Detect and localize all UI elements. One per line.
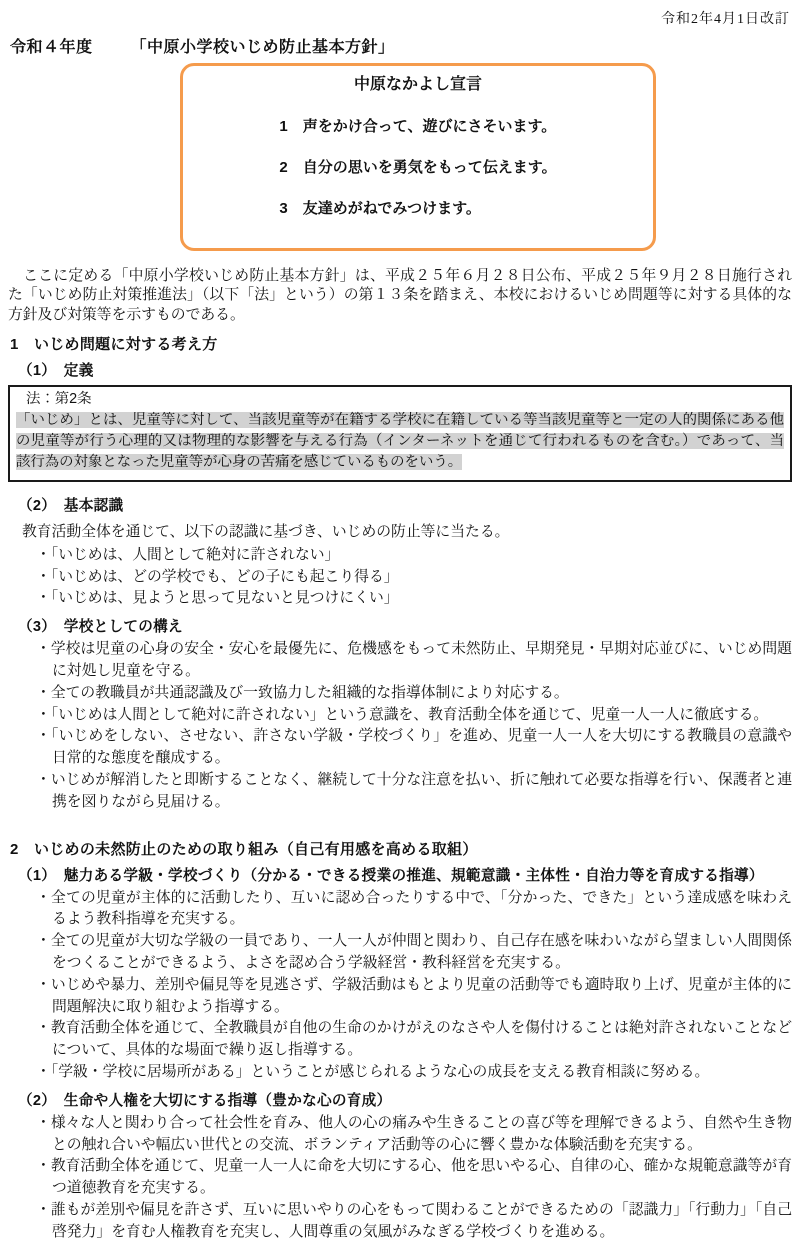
attractive-school-item: ・ 全ての児童が大切な学級の一員であり、一人一人が仲間と関わり、自己存在感を味わいながら望ましい人間関係をつくることができるよう、よさを認め合う学級経営・教科経営を充実する。 xyxy=(36,931,792,975)
stance-item: ・ 「いじめは人間として絶対に許されない」という意識を、教育活動全体を通じて、児童一人一人に徹底する。 xyxy=(36,705,792,727)
attractive-school-item: ・ いじめや暴力、差別や偏見等を見逃さず、学級活動はもとより児童の活動等でも適時取り上げ、児童が主体的に問題解決に取り組むよう指導する。 xyxy=(36,975,792,1019)
life-rights-item: ・ 教育活動全体を通じて、児童一人一人に命を大切にする心、他を思いやる心、自律の心、確かな規範意識等が育つ道徳教育を充実する。 xyxy=(36,1156,792,1200)
stance-item: ・ 全ての教職員が共通認識及び一致協力した組織的な指導体制により対応する。 xyxy=(36,683,792,705)
basic-recognition-heading: （2） 基本認識 xyxy=(18,497,124,514)
declaration-title: 中原なかよし宣言 xyxy=(353,76,482,93)
attractive-school-item: ・ 「学級・学校に居場所がある」ということが感じられるような心の成長を支える教育相談に努める。 xyxy=(36,1062,792,1084)
school-stance-list xyxy=(8,639,792,813)
attractive-school-item: ・ 教育活動全体を通じて、全教職員が自他の生命のかけがえのなさや人を傷付けることは絶対許されないことなどについて、具体的な場面で繰り返し指導する。 xyxy=(36,1018,792,1062)
section-1-heading: 1 いじめ問題に対する考え方 xyxy=(10,335,218,353)
fiscal-year: 令和４年度 xyxy=(10,39,93,56)
law-article-label: 法：第2条 xyxy=(26,390,92,407)
document-title: 「中原小学校いじめ防止基本方針」 xyxy=(130,39,395,56)
definition-heading: （1） 定義 xyxy=(18,362,94,379)
school-stance-heading: （3） 学校としての構え xyxy=(18,619,183,636)
life-rights-item: ・ 様々な人と関わり合って社会性を育み、他人の心の痛みや生きることの喜び等を理解できるよう、自然や生き物との触れ合いや幅広い世代との交流、ボランティア活動等の心に響く豊かな体験活動を充実する。 xyxy=(36,1113,792,1157)
attractive-school-heading: （1） 魅力ある学級・学校づくり（分かる・できる授業の推進、規範意識・主体性・自治力等を育成する指導） xyxy=(18,867,764,884)
recognition-list xyxy=(8,545,792,610)
basic-recognition-lead: 教育活動全体を通じて、以下の認識に基づき、いじめの防止等に当たる。 xyxy=(22,523,510,540)
life-rights-heading: （2） 生命や人権を大切にする指導（豊かな心の育成） xyxy=(18,1092,392,1109)
declaration-item: 3 友達めがねでみつけます。 xyxy=(279,199,481,217)
declaration-items xyxy=(279,96,556,240)
declaration-box xyxy=(180,63,656,251)
life-rights-list xyxy=(8,1113,792,1244)
highlighted-definition: 「いじめ」とは、児童等に対して、当該児童等が在籍する学校に在籍している等当該児童等と一定の人的関係にある他の児童等が行う心理的又は物理的な影響を与える行為（インターネットを通じて行われるものを含む。）であって、当該行為の対象となった児童等が心身の苦痛を感じているものをいう。 xyxy=(16,411,784,470)
bullying-definition-text xyxy=(16,410,784,473)
stance-item: ・ 学校は児童の心身の安全・安心を最優先に、危機感をもって未然防止、早期発見・早期対応並びに、いじめ問題に対処し児童を守る。 xyxy=(36,639,792,683)
attractive-school-item: ・ 全ての児童が主体的に活動したり、互いに認め合ったりする中で、「分かった、できた」という達成感を味わえるよう教科指導を充実する。 xyxy=(36,888,792,932)
document-title-row xyxy=(10,34,792,57)
stance-item: ・ 「いじめをしない、させない、許さない学級・学校づくり」を進め、児童一人一人を大切にする教職員の意識や日常的な態度を醸成する。 xyxy=(36,726,792,770)
recognition-item: ・ 「いじめは、どの学校でも、どの子にも起こり得る」 xyxy=(36,567,792,589)
recognition-item: ・ 「いじめは、人間として絶対に許されない」 xyxy=(36,545,792,567)
revision-date: 令和2年4月1日改訂 xyxy=(661,12,790,27)
recognition-item: ・ 「いじめは、見ようと思って見ないと見つけにくい」 xyxy=(36,588,792,610)
declaration-item: 1 声をかけ合って、遊びにさそいます。 xyxy=(279,117,557,135)
life-rights-item: ・ 誰もが差別や偏見を許さず、互いに思いやりの心をもって関わることができるための「認識力」「行動力」「自己啓発力」を育む人権教育を充実し、人間尊重の気風がみなぎる学校づくりを進める。 xyxy=(36,1200,792,1244)
law-definition-box xyxy=(8,385,792,482)
stance-item: ・ いじめが解消したと即断することなく、継続して十分な注意を払い、折に触れて必要な指導を行い、保護者と連携を図りながら見届ける。 xyxy=(36,770,792,814)
section-2-heading: 2 いじめの未然防止のための取り組み（自己有用感を高める取組） xyxy=(10,840,478,858)
intro-paragraph: ここに定める「中原小学校いじめ防止基本方針」は、平成２５年６月２８日公布、平成２５年９月２８日施行された「いじめ防止対策推進法」（以下「法」という）の第１３条を踏まえ、本校におけるいじめ問題等に対する具体的な方針及び対策等を示すものである。 xyxy=(8,267,792,324)
declaration-item: 2 自分の思いを勇気をもって伝えます。 xyxy=(279,158,557,176)
attractive-school-list xyxy=(8,888,792,1084)
